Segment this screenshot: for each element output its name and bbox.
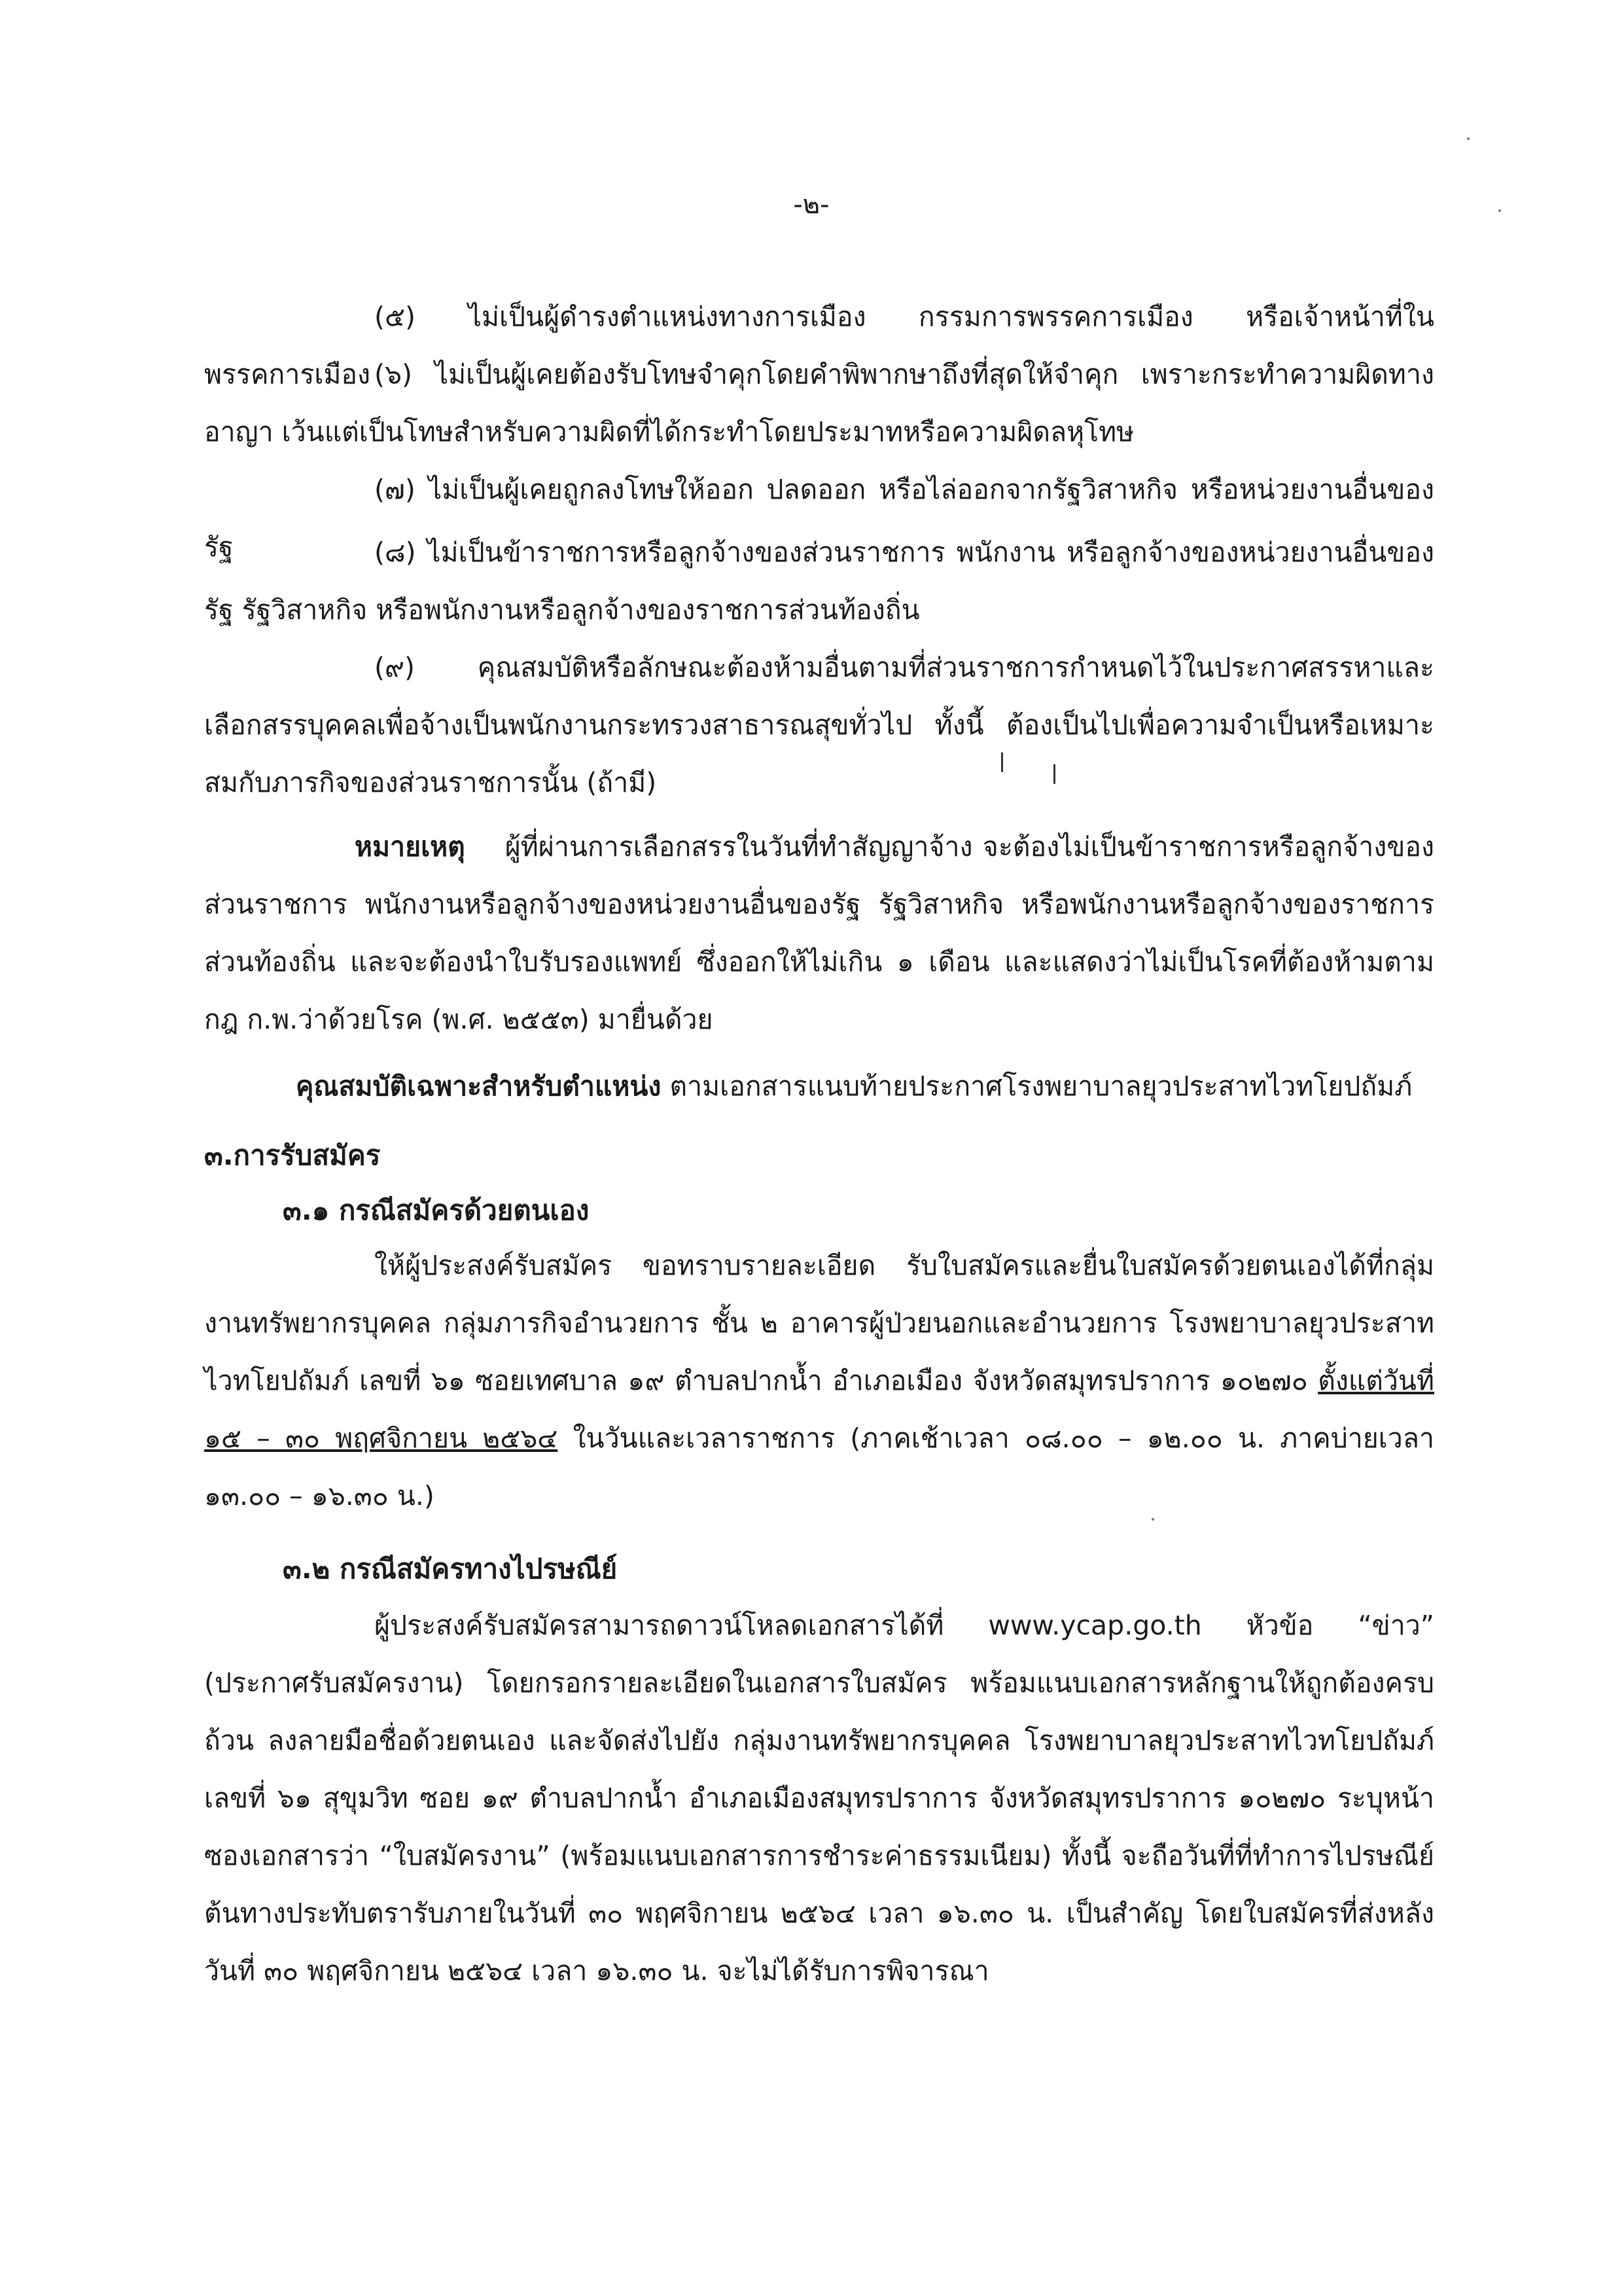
item-5-text: (๕) ไม่เป็นผู้ดำรงตำแหน่งทางการเมือง กรรมการพรรคการเมือง หรือเจ้าหน้าที่ในพรรคการเมือง: [204, 301, 1434, 390]
item-9: [204, 639, 1434, 811]
scan-speck-2: [1498, 209, 1501, 212]
section-3-1-text-a: ให้ผู้ประสงค์รับสมัคร ขอทราบรายละเอียด รับใบสมัครและยื่นใบสมัครด้วยตนเองได้ที่กลุ่มงานทรัพยากรบุคคล กลุ่มภารกิจอำนวยการ ชั้น ๒ อาคารผู้ป่วยนอกและอำนวยการ โรงพยาบาลยุวประสาทไวทโยปถัมภ์ เลขที่ ๖๑ ซอยเทศบาล ๑๙ ตำบลปากน้ำ อำเภอเมือง จังหวัดสมุทรปราการ ๑๐๒๗๐: [204, 1250, 1434, 1396]
specific-text: ตามเอกสารแนบท้ายประกาศโรงพยาบาลยุวประสาทไวทโยปถัมภ์: [669, 1070, 1413, 1102]
item-8-text: (๘) ไม่เป็นข้าราชการหรือลูกจ้างของส่วนราชการ พนักงาน หรือลูกจ้างของหน่วยงานอื่นของรัฐ รัฐวิสาหกิจ หรือพนักงานหรือลูกจ้างของราชการส่วนท้องถิ่น: [204, 537, 1434, 626]
scan-speck-1: [1467, 137, 1470, 140]
item-7-text: (๗) ไม่เป็นผู้เคยถูกลงโทษให้ออก ปลดออก หรือไล่ออกจากรัฐวิสาหกิจ หรือหน่วยงานอื่นของรัฐ: [204, 474, 1434, 563]
item-8: [204, 523, 1434, 639]
item-6-text: (๖) ไม่เป็นผู้เคยต้องรับโทษจำคุกโดยคำพิพากษาถึงที่สุดให้จำคุก เพราะกระทำความผิดทางอาญา เว้นแต่เป็นโทษสำหรับความผิดที่ได้กระทำโดยประมาทหรือความผิดลหุโทษ: [204, 359, 1434, 448]
specific-qualifications: [204, 1057, 1434, 1115]
item-6: [204, 345, 1434, 461]
note-label: หมายเหตุ: [355, 831, 465, 862]
section-3-1-date-range: ตั้งแต่วันที่ ๑๕ – ๓๐ พฤศจิกายน ๒๕๖๔: [204, 1365, 1434, 1454]
section-3-2-text: ผู้ประสงค์รับสมัครสามารถดาวน์โหลดเอกสารได้ที่ www.ycap.go.th หัวข้อ “ข่าว” (ประกาศรับสมัครงาน) โดยกรอกรายละเอียดในเอกสารใบสมัคร พร้อมแนบเอกสารหลักฐานให้ถูกต้องครบถ้วน ลงลายมือชื่อด้วยตนเอง และจัดส่งไปยัง กลุ่มงานทรัพยากรบุคคล โรงพยาบาลยุวประสาทไวทโยปถัมภ์ เลขที่ ๖๑ สุขุมวิท ซอย ๑๙ ตำบลปากน้ำ อำเภอเมืองสมุทรปราการ จังหวัดสมุทรปราการ ๑๐๒๗๐ ระบุหน้าซองเอกสารว่า “ใบสมัครงาน” (พร้อมแนบเอกสารการชำระค่าธรรมเนียม) ทั้งนี้ จะถือวันที่ที่ทำการไปรษณีย์ต้นทางประทับตรารับภายในวันที่ ๓๐ พฤศจิกายน ๒๕๖๔ เวลา ๑๖.๓๐ น. เป็นสำคัญ โดยใบสมัครที่ส่งหลังวันที่ ๓๐ พฤศจิกายน ๒๕๖๔ เวลา ๑๖.๓๐ น. จะไม่ได้รับการพิจารณา: [204, 1610, 1434, 1987]
section-3-heading: ๓.การรับสมัคร: [204, 1139, 381, 1171]
note-paragraph: [204, 818, 1434, 1048]
scan-speck-3: [1152, 1518, 1154, 1521]
section-3-1-paragraph: [204, 1237, 1434, 1525]
stray-mark-2: [1053, 764, 1055, 784]
stray-mark-1: [1001, 752, 1003, 772]
note-text: ผู้ที่ผ่านการเลือกสรรในวันที่ทำสัญญาจ้าง จะต้องไม่เป็นข้าราชการหรือลูกจ้างของส่วนราชการ พนักงานหรือลูกจ้างของหน่วยงานอื่นของรัฐ รัฐวิสาหกิจ หรือพนักงานหรือลูกจ้างของราชการส่วนท้องถิ่น และจะต้องนำใบรับรองแพทย์ ซึ่งออกให้ไม่เกิน ๑ เดือน และแสดงว่าไม่เป็นโรคที่ต้องห้ามตามกฎ ก.พ.ว่าด้วยโรค (พ.ศ. ๒๕๕๓) มายื่นด้วย: [204, 831, 1434, 1035]
section-3-1-text-b: ในวันและเวลาราชการ (ภาคเช้าเวลา ๐๘.๐๐ – ๑๒.๐๐ น. ภาคบ่ายเวลา ๑๓.๐๐ – ๑๖.๓๐ น.): [204, 1422, 1434, 1511]
section-3-2-heading: ๓.๒ กรณีสมัครทางไปรษณีย์: [283, 1553, 618, 1585]
item-9-text: (๙) คุณสมบัติหรือลักษณะต้องห้ามอื่นตามที่ส่วนราชการกำหนดไว้ในประกาศสรรหาและเลือกสรรบุคคลเพื่อจ้างเป็นพนักงานกระทรวงสาธารณสุขทั่วไป ทั้งนี้ ต้องเป็นไปเพื่อความจำเป็นหรือเหมาะสมกับภารกิจของส่วนราชการนั้น (ถ้ามี): [204, 652, 1434, 798]
page-number: -๒-: [793, 190, 830, 220]
section-3-2-paragraph: [204, 1597, 1434, 2000]
section-3-1-heading: ๓.๑ กรณีสมัครด้วยตนเอง: [283, 1194, 590, 1226]
specific-label: คุณสมบัติเฉพาะสำหรับตำแหน่ง: [296, 1070, 662, 1102]
